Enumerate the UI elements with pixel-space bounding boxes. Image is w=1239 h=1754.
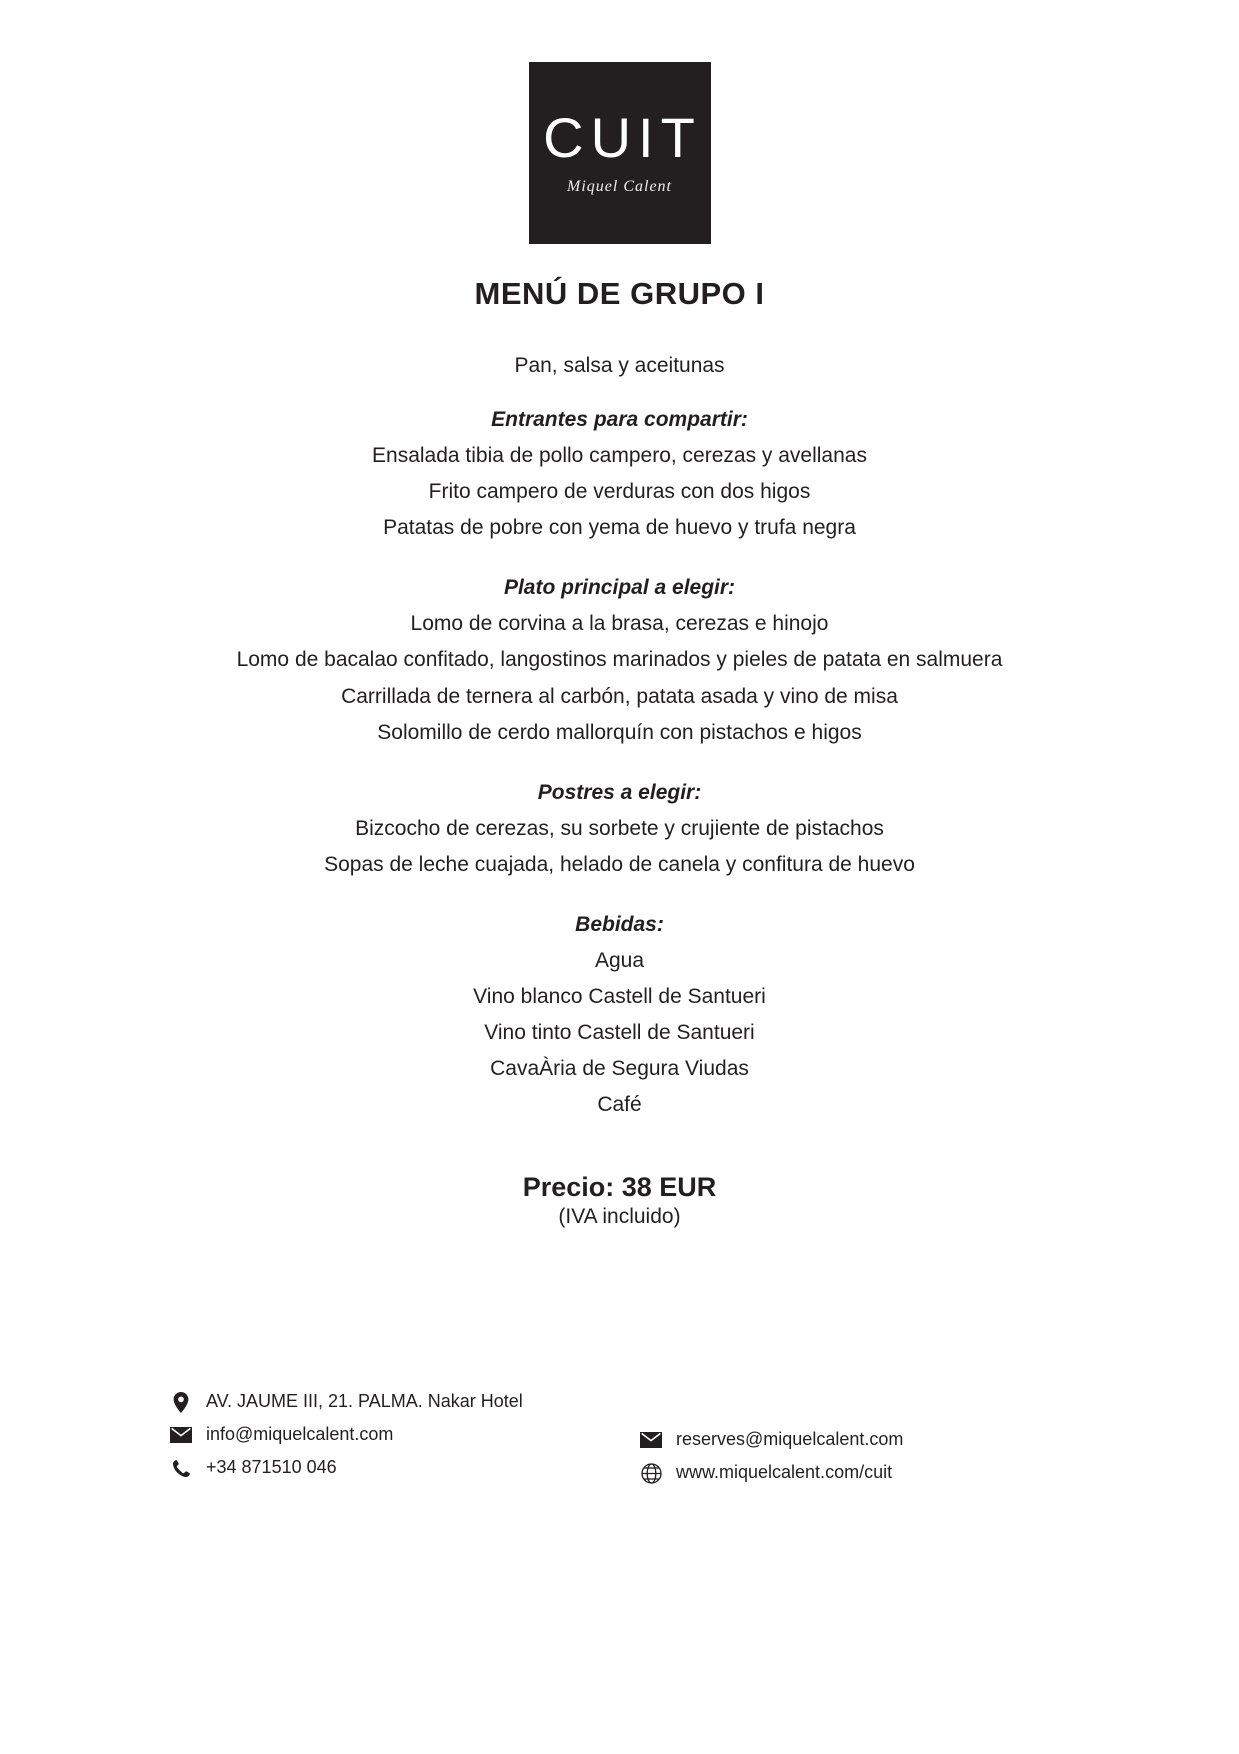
menu-section-drinks — [0, 913, 1239, 1124]
section-title: Bebidas: — [575, 912, 664, 936]
section-title: Entrantes para compartir: — [491, 408, 748, 431]
menu-item: Patatas de pobre con yema de huevo y trufa negra — [383, 516, 856, 540]
footer-phone-row[interactable] — [170, 1457, 640, 1479]
menu-section-desserts — [0, 781, 1239, 883]
menu-item: Carrillada de ternera al carbón, patata asada y vino de misa — [341, 684, 898, 708]
footer-column-left — [170, 1391, 640, 1484]
cuit-logo — [529, 62, 711, 244]
globe-icon — [640, 1462, 662, 1484]
logo-subtitle: Miquel Calent — [567, 178, 672, 195]
footer-email-text: info@miquelcalent.com — [206, 1424, 394, 1445]
logo-container — [0, 0, 1239, 244]
footer-column-right — [640, 1429, 903, 1484]
footer-website-text: www.miquelcalent.com/cuit — [676, 1462, 893, 1483]
menu-item: Bizcocho de cerezas, su sorbete y crujiente de pistachos — [355, 816, 884, 840]
menu-intro: Pan, salsa y aceitunas — [514, 354, 725, 377]
page-title: MENÚ DE GRUPO I — [474, 276, 765, 311]
price-block — [0, 1172, 1239, 1229]
menu-item: Sopas de leche cuajada, helado de canela y confitura de huevo — [324, 852, 915, 876]
menu-item: Ensalada tibia de pollo campero, cerezas y avellanas — [372, 444, 867, 467]
location-pin-icon — [170, 1391, 192, 1413]
envelope-icon — [170, 1424, 192, 1446]
menu-item: Café — [597, 1093, 642, 1117]
footer-address-text: AV. JAUME III, 21. PALMA. Nakar Hotel — [206, 1391, 523, 1412]
menu-item: CavaÀria de Segura Viudas — [490, 1057, 749, 1081]
envelope-icon — [640, 1429, 662, 1451]
footer-reserves-row[interactable] — [640, 1429, 903, 1451]
menu-price: Precio: 38 EUR — [522, 1171, 717, 1202]
footer-address-row — [170, 1391, 640, 1413]
menu-section-starters — [0, 408, 1239, 546]
menu-item: Vino tinto Castell de Santueri — [484, 1021, 755, 1045]
section-title: Postres a elegir: — [537, 780, 702, 804]
menu-item: Lomo de bacalao confitado, langostinos marinados y pieles de patata en salmuera — [236, 648, 1003, 672]
section-title: Plato principal a elegir: — [503, 576, 736, 600]
footer-phone-text: +34 871510 046 — [206, 1457, 337, 1478]
footer-contact — [0, 1391, 1239, 1484]
menu-item: Vino blanco Castell de Santueri — [473, 985, 766, 1009]
footer-email-row[interactable] — [170, 1424, 640, 1446]
phone-icon — [170, 1457, 192, 1479]
menu-item: Lomo de corvina a la brasa, cerezas e hinojo — [410, 612, 829, 636]
footer-website-row[interactable] — [640, 1462, 903, 1484]
menu-price-note: (IVA incluido) — [558, 1204, 681, 1228]
logo-wordmark: CUIT — [543, 106, 702, 169]
menu-item: Frito campero de verduras con dos higos — [428, 480, 811, 504]
footer-reserves-text: reserves@miquelcalent.com — [676, 1429, 904, 1450]
menu-section-main — [0, 576, 1239, 750]
menu-item: Solomillo de cerdo mallorquín con pistachos e higos — [377, 720, 862, 744]
menu-item: Agua — [594, 948, 645, 972]
